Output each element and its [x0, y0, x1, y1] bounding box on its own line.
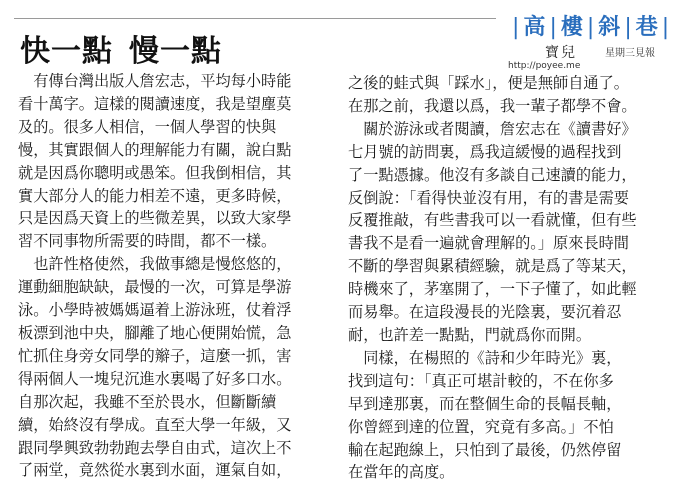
- body-line: 了一點憑據。他沒有多談自己速讀的能力，: [348, 165, 637, 184]
- body-line: 實大部分人的能力相差不遠，更多時候，: [18, 186, 292, 205]
- author-name: 寶兒: [545, 45, 577, 61]
- body-line: 在那之前，我還以爲，我一輩子都學不會。: [348, 96, 637, 115]
- body-line: 耐，也許差一點點，門就爲你而開。: [348, 325, 591, 344]
- article-title-part1: 快一點: [20, 34, 113, 69]
- body-line: 你曾經到達的位置，究竟有多高。」不怕: [348, 417, 614, 436]
- body-line: 找到這句：「真正可堪計較的，不在你多: [348, 371, 614, 390]
- body-line: 而易舉。在這段漫長的光陰裏，要沉着忍: [348, 303, 622, 322]
- body-line: 輸在起跑線上，只怕到了最後，仍然停留: [348, 440, 622, 459]
- body-line: 就是因爲你聰明或愚笨。但我倒相信，其: [18, 163, 292, 182]
- author-url: http://poyee.me: [508, 61, 581, 71]
- body-line: 反覆推敲，有些書我可以一看就懂，但有些: [348, 211, 637, 230]
- body-line: 不斷的學習與累積經驗，就是爲了等某天，: [348, 257, 637, 276]
- body-line: 了兩堂，竟然從水裏到水面，運氣自如，: [18, 461, 292, 480]
- body-line: 及的。很多人相信，一個人學習的快與: [18, 117, 277, 136]
- body-line: 跟同學興致勃勃跑去學自由式，這次上不: [18, 438, 292, 457]
- publish-day: 星期三見報: [605, 48, 655, 59]
- body-line: 關於游泳或者閱讀，詹宏志在《讀書好》: [348, 119, 637, 138]
- body-line: 自那次起，我雖不至於畏水，但斷斷續: [18, 392, 277, 411]
- body-line: 早到達那裏，而在整個生命的長幅長軸，: [348, 394, 622, 413]
- body-line: 慢，其實跟個人的理解能力有關，說白點: [18, 140, 292, 159]
- column-char: 斜: [598, 15, 624, 40]
- body-line: 反倒說：「看得快並沒有用，有的書是需要: [348, 188, 629, 207]
- body-line: 之後的蛙式與「踩水」，便是無師自通了。: [348, 74, 629, 92]
- column-header: [505, 6, 673, 71]
- body-line: 習不同事物所需要的時間，都不一樣。: [18, 232, 277, 251]
- body-column-left: [18, 70, 338, 482]
- header-rule: [14, 18, 496, 19]
- body-line: 只是因爲天資上的些微差異，以致大家學: [18, 209, 292, 228]
- body-line: 在當年的高度。: [348, 463, 455, 482]
- body-line: 書我不是看一遍就會理解的。」原來長時間: [348, 234, 629, 253]
- body-column-right: [348, 72, 664, 484]
- body-line: 得兩個人一塊兒沉進水裏喝了好多口水。: [18, 369, 292, 388]
- column-char: 樓: [560, 15, 586, 40]
- body-line: 時機來了，茅塞開了，一下子懂了，如此輕: [348, 280, 637, 299]
- column-char: 高: [523, 15, 549, 40]
- body-line: 忙抓住身旁女同學的辮子，這麼一抓，害: [18, 346, 292, 365]
- body-line: 泳。小學時被媽媽逼着上游泳班，仗着浮: [18, 301, 292, 320]
- body-line: 板漂到池中央，腳離了地心便開始慌，急: [18, 323, 292, 342]
- body-line: 續，始終沒有學成。直至大學一年級，又: [18, 415, 292, 434]
- column-name: |高|樓|斜|巷|: [512, 15, 673, 40]
- column-char: 巷: [635, 15, 661, 40]
- body-line: 同樣，在楊照的《詩和少年時光》裏，: [348, 348, 622, 367]
- article-title-part2: 慢一點: [129, 34, 222, 69]
- article-title: [20, 26, 222, 70]
- body-line: 也許性格使然，我做事總是慢悠悠的，: [18, 255, 292, 274]
- body-line: 有傳台灣出版人詹宏志，平均每小時能: [18, 72, 292, 90]
- body-line: 運動細胞缺缺，最慢的一次，可算是學游: [18, 278, 292, 297]
- body-line: 看十萬字。這樣的閱讀速度，我是望塵莫: [18, 94, 292, 113]
- body-line: 七月號的訪問裏，爲我這緩慢的過程找到: [348, 142, 622, 161]
